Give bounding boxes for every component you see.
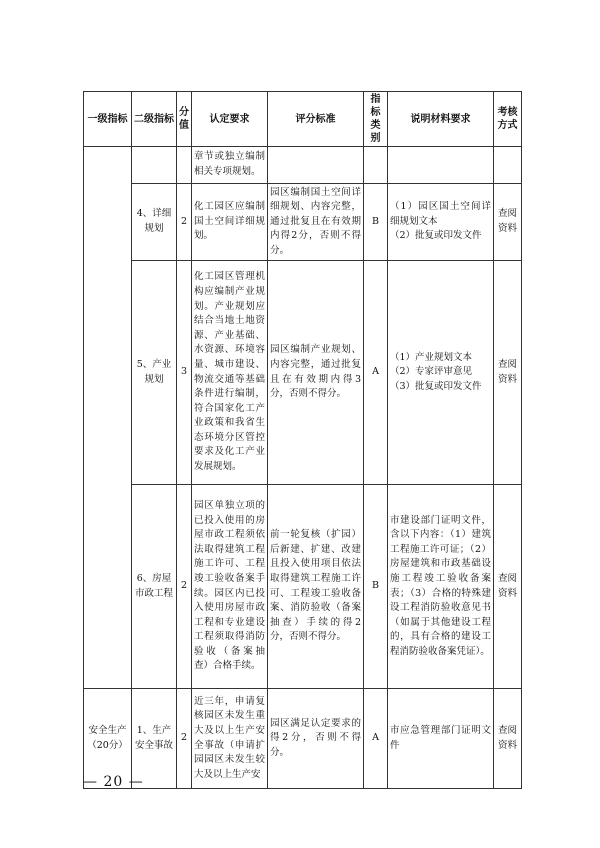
- standard-cell: [268, 147, 364, 184]
- score-cell: 2: [177, 689, 192, 789]
- standard-cell: 园区满足认定要求的得2分，否则不得分。: [268, 689, 364, 789]
- materials-cell: （1）园区国土空间详细规划文本 （2）批复或印发文件: [388, 184, 494, 261]
- level1-cell: 安全生产（20分）: [84, 689, 132, 789]
- header-materials: 说明材料要求: [388, 92, 494, 147]
- header-category: 指标类别: [364, 92, 388, 147]
- standard-cell: 园区编制国土空间详细规划、内容完整，通过批复且在有效期内得2分，否则不得分。: [268, 184, 364, 261]
- table-header-row: [84, 92, 522, 147]
- table-row: [84, 147, 522, 184]
- table-row: [84, 261, 522, 485]
- level2-cell: 6、房屋市政工程: [132, 485, 177, 689]
- materials-cell: （1）产业规划文本 （2）专家评审意见 （3）批复或印发文件: [388, 261, 494, 485]
- header-score: 分值: [177, 92, 192, 147]
- page-number: — 20 —: [83, 774, 144, 790]
- level2-cell: 4、详细规划: [132, 184, 177, 261]
- score-cell: [177, 147, 192, 184]
- level2-cell: 1、生产安全事故: [132, 689, 177, 789]
- category-cell: B: [364, 184, 388, 261]
- header-requirement: 认定要求: [192, 92, 268, 147]
- materials-cell: [388, 147, 494, 184]
- score-cell: 3: [177, 261, 192, 485]
- score-cell: 2: [177, 485, 192, 689]
- table-row: [84, 689, 522, 789]
- method-cell: 查阅资料: [494, 689, 522, 789]
- header-standard: 评分标准: [268, 92, 364, 147]
- requirement-cell: 化工园区管理机构应编制产业规划。产业规划应结合当地土地资源、产业基础、水资源、环境容量、城市建设、物流交通等基础条件进行编制，符合国家化工产业政策和我省生态环境分区管控要求及化工产业发展规划。: [192, 261, 268, 485]
- score-cell: 2: [177, 184, 192, 261]
- category-cell: [364, 147, 388, 184]
- criteria-table: [83, 91, 522, 789]
- table-row: [84, 184, 522, 261]
- level1-cell-continued: [84, 147, 132, 689]
- standard-cell: 园区编制产业规划、内容完整，通过批复且在有效期内得3分，否则不得分。: [268, 261, 364, 485]
- materials-cell: 市应急管理部门证明文件: [388, 689, 494, 789]
- header-level2: 二级指标: [132, 92, 177, 147]
- header-level1: 一级指标: [84, 92, 132, 147]
- table-row: [84, 485, 522, 689]
- materials-cell: 市建设部门证明文件，含以下内容：（1）建筑工程施工许可证；（2）房屋建筑和市政基础设施工程竣工验收备案表；（3）合格的特殊建设工程消防验收意见书（如属于其他建设工程的，具有合格的建设工程消防验收备案凭证）。: [388, 485, 494, 689]
- category-cell: B: [364, 485, 388, 689]
- category-cell: A: [364, 261, 388, 485]
- category-cell: A: [364, 689, 388, 789]
- level2-cell: 5、产业规划: [132, 261, 177, 485]
- method-cell: 查阅资料: [494, 485, 522, 689]
- header-method: 考核方式: [494, 92, 522, 147]
- requirement-cell: 章节或独立编制相关专项规划。: [192, 147, 268, 184]
- standard-cell: 前一轮复核（扩园）后新建、扩建、改建且投入使用项目依法取得建筑工程施工许可、工程竣工验收备案、消防验收（备案抽查）手续的得2分，否则不得分。: [268, 485, 364, 689]
- requirement-cell: 化工园区应编制国土空间详细规划。: [192, 184, 268, 261]
- method-cell: 查阅资料: [494, 261, 522, 485]
- requirement-cell: 近三年，申请复核园区未发生重大及以上生产安全事故（申请扩园园区未发生较大及以上生产安: [192, 689, 268, 789]
- method-cell: 查阅资料: [494, 184, 522, 261]
- level2-cell: [132, 147, 177, 184]
- method-cell: [494, 147, 522, 184]
- requirement-cell: 园区单独立项的已投入使用的房屋市政工程须依法取得建筑工程施工许可、工程竣工验收备案手续。园区内已投入使用房屋市政工程和专业建设工程须取得消防验收（备案抽查）合格手续。: [192, 485, 268, 689]
